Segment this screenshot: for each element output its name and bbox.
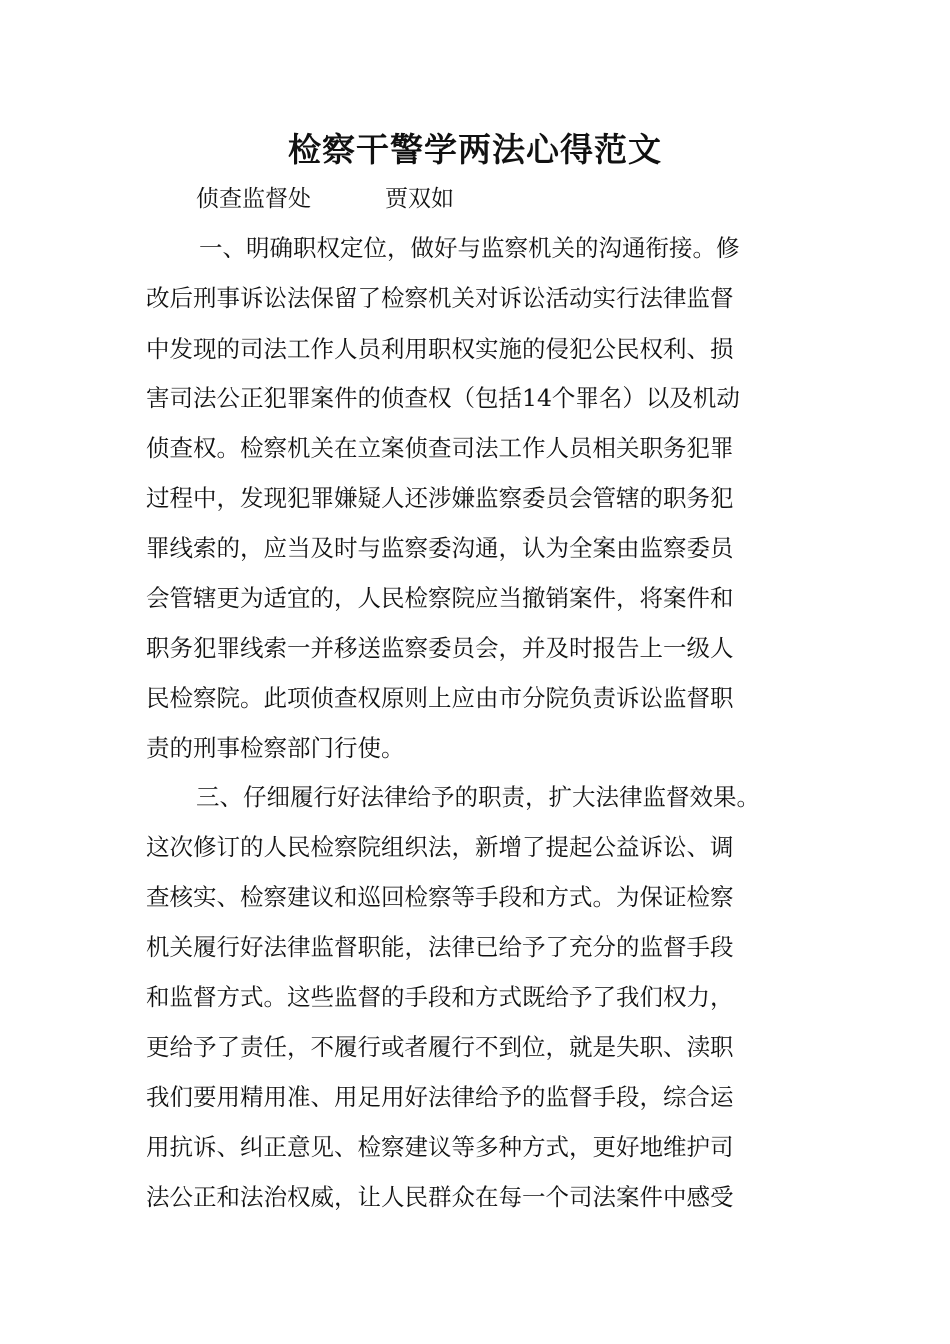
text-line: 这次修订的人民检察院组织法，新增了提起公益诉讼、调	[146, 833, 734, 861]
text-line: 和监督方式。这些监督的手段和方式既给予了我们权力，	[146, 983, 734, 1011]
byline-author: 贾双如	[385, 186, 454, 212]
byline-department: 侦查监督处	[196, 186, 311, 212]
text-line: 民检察院。此项侦查权原则上应由市分院负责诉讼监督职	[146, 684, 734, 712]
text-line: 法公正和法治权威，让人民群众在每一个司法案件中感受	[146, 1183, 734, 1211]
text-line: 用抗诉、纠正意见、检察建议等多种方式，更好地维护司	[146, 1133, 734, 1161]
text-line: 责的刑事检察部门行使。	[146, 734, 405, 762]
text-line: 一、明确职权定位，做好与监察机关的沟通衔接。修	[199, 234, 740, 262]
byline	[196, 184, 454, 214]
text-line: 机关履行好法律监督职能，法律已给予了充分的监督手段	[146, 933, 734, 961]
text-line: 过程中，发现犯罪嫌疑人还涉嫌监察委员会管辖的职务犯	[146, 484, 734, 512]
text-line: 改后刑事诉讼法保留了检察机关对诉讼活动实行法律监督	[146, 284, 734, 312]
text-line: 更给予了责任，不履行或者履行不到位，就是失职、渎职	[146, 1033, 734, 1061]
text-line: 侦查权。检察机关在立案侦查司法工作人员相关职务犯罪	[146, 434, 734, 462]
text-line: 会管辖更为适宜的，人民检察院应当撤销案件，将案件和	[146, 584, 734, 612]
text-line: 我们要用精用准、用足用好法律给予的监督手段，综合运	[146, 1083, 734, 1111]
text-line: 罪线索的，应当及时与监察委沟通，认为全案由监察委员	[146, 534, 734, 562]
document-title: 检察干警学两法心得范文	[288, 130, 662, 169]
text-line: 查核实、检察建议和巡回检察等手段和方式。为保证检察	[146, 883, 734, 911]
text-line: 职务犯罪线索一并移送监察委员会，并及时报告上一级人	[146, 634, 734, 662]
text-line: 害司法公正犯罪案件的侦查权（包括14个罪名）以及机动	[146, 384, 740, 412]
text-line: 三、仔细履行好法律给予的职责，扩大法律监督效果。	[196, 783, 760, 811]
text-line: 中发现的司法工作人员利用职权实施的侵犯公民权利、损	[146, 335, 734, 363]
